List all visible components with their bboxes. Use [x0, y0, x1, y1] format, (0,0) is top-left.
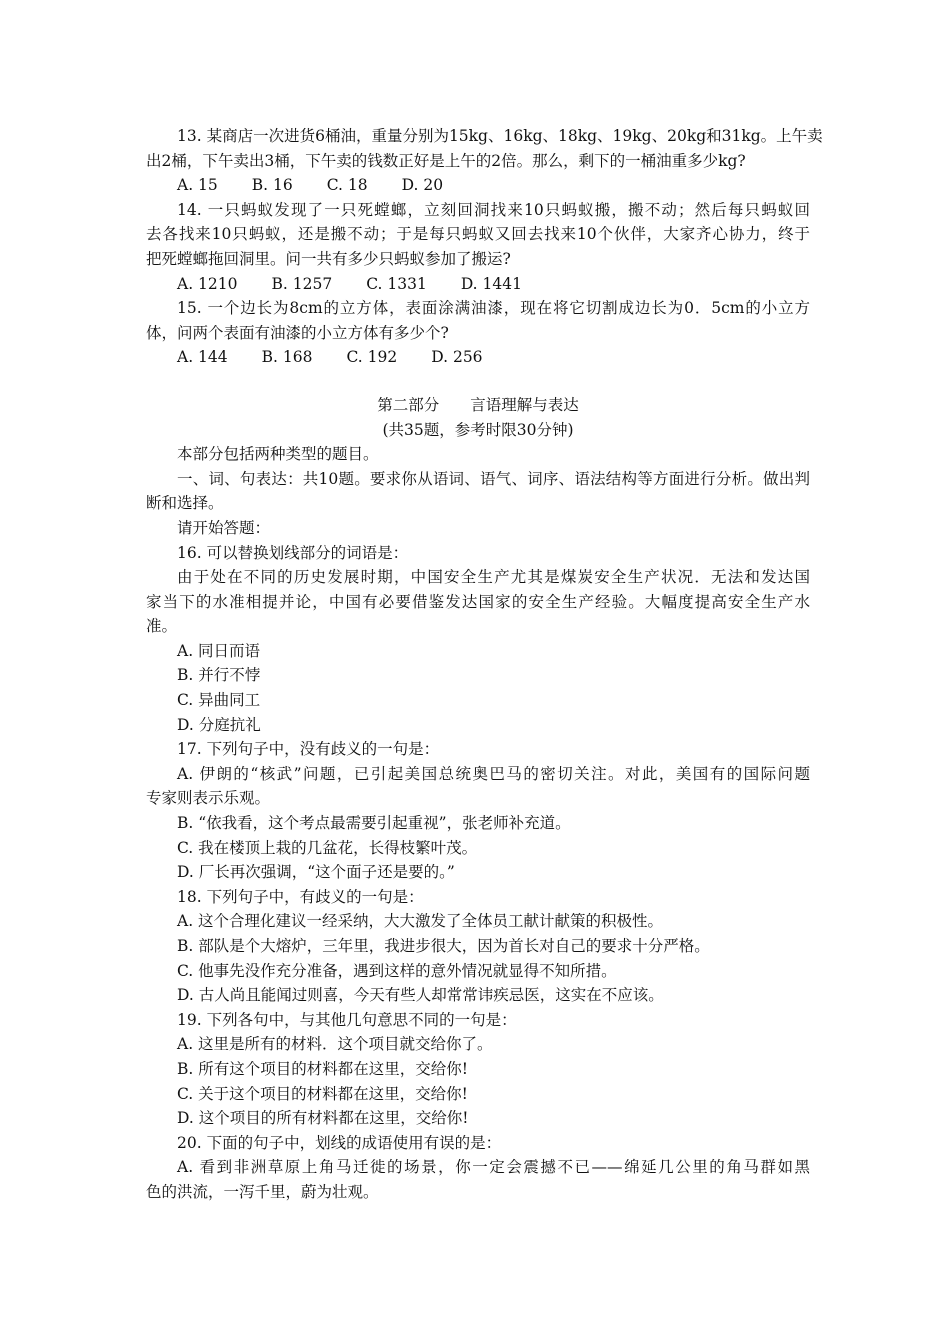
option-a: A. 15 [177, 176, 218, 195]
option-a-continued: 色的洪流，一泻千里，蔚为壮观。 [146, 1182, 379, 1201]
section-title: 第二部分 言语理解与表达 [377, 395, 579, 414]
question-stem: 20. 下面的句子中，划线的成语使用有误的是： [177, 1133, 502, 1152]
option-c: C. 他事先没作充分准备，遇到这样的意外情况就显得不知所措。 [177, 961, 617, 980]
question-text: 14. 一只蚂蚁发现了一只死螳螂，立刻回洞找来10只蚂蚁搬，搬不动；然后每只蚂蚁回 [177, 200, 810, 219]
question-15 [146, 296, 810, 370]
option-a: A. 144 [177, 348, 228, 367]
question-14 [146, 198, 810, 296]
section-intro: 本部分包括两种类型的题目。 [177, 445, 379, 464]
option-d: D. 20 [401, 176, 444, 195]
answer-options [146, 272, 810, 297]
answer-options [146, 345, 810, 370]
question-13 [146, 124, 823, 198]
question-passage: 由于处在不同的历史发展时期，中国安全生产尤其是煤炭安全生产状况．无法和发达国 [177, 568, 810, 587]
question-stem: 17. 下列句子中，没有歧义的一句是： [177, 740, 440, 759]
question-19 [146, 1008, 810, 1131]
option-c: C. 我在楼顶上栽的几盆花，长得枝繁叶茂。 [177, 838, 478, 857]
option-a: A. 看到非洲草原上角马迁徙的场景，你一定会震撼不已——绵延几公里的角马群如黑 [177, 1158, 810, 1177]
option-b: B. 所有这个项目的材料都在这里，交给你! [177, 1059, 468, 1078]
part-description: 断和选择。 [146, 494, 224, 513]
part-description: 一、词、句表达：共10题。要求你从语词、语气、词序、语法结构等方面进行分析。做出判 [177, 469, 810, 488]
question-passage: 家当下的水准相提并论，中国有必要借鉴发达国家的安全生产经验。大幅度提高安全生产水 [146, 592, 810, 611]
question-stem: 16. 可以替换划线部分的词语是： [177, 543, 409, 562]
option-d: D. 分庭抗礼 [177, 715, 261, 734]
question-text: 去各找来10只蚂蚁，还是搬不动；于是每只蚂蚁又回去找来10个伙伴，大家齐心协力，终于 [146, 225, 810, 244]
question-text: 把死螳螂拖回洞里。问一共有多少只蚂蚁参加了搬运? [146, 249, 511, 268]
question-text: 出2桶，下午卖出3桶，下午卖的钱数正好是上午的2倍。那么，剩下的一桶油重多少kg? [146, 151, 746, 170]
question-text: 15. 一个边长为8cm的立方体，表面涂满油漆，现在将它切割成边长为0．5cm的小立方 [177, 299, 810, 318]
option-d: D. 256 [431, 348, 483, 367]
question-20 [146, 1131, 810, 1205]
option-a: A. 这里是所有的材料．这个项目就交给你了。 [177, 1035, 493, 1054]
option-d: D. 古人尚且能闻过则喜，今天有些人却常常讳疾忌医，这实在不应该。 [177, 986, 664, 1005]
option-c: C. 1331 [366, 274, 427, 293]
question-16 [146, 541, 810, 738]
section-spacer [146, 370, 810, 393]
question-17 [146, 737, 810, 885]
option-d: D. 厂长再次强调，“这个面子还是要的。” [177, 863, 455, 882]
option-a: A. 这个合理化建议一经采纳，大大激发了全体员工献计献策的积极性。 [177, 912, 664, 931]
question-text: 体，问两个表面有油漆的小立方体有多少个? [146, 323, 449, 342]
option-d: D. 1441 [460, 274, 522, 293]
option-c: C. 关于这个项目的材料都在这里，交给你! [177, 1084, 468, 1103]
option-a: A. 1210 [177, 274, 238, 293]
question-18 [146, 885, 810, 1008]
question-stem: 18. 下列句子中，有歧义的一句是： [177, 887, 424, 906]
option-b: B. “依我看，这个考点最需要引起重视”，张老师补充道。 [177, 814, 571, 833]
start-instruction: 请开始答题： [177, 518, 271, 537]
option-c: C. 192 [346, 348, 398, 367]
answer-options [146, 173, 810, 198]
option-a: A. 伊朗的“核武”问题，已引起美国总统奥巴马的密切关注。对此，美国有的国际问题 [177, 764, 810, 783]
option-c: C. 18 [326, 176, 368, 195]
option-d: D. 这个项目的所有材料都在这里，交给你! [177, 1109, 469, 1128]
page-content [146, 124, 823, 1205]
option-a: A. 同日而语 [177, 641, 261, 660]
section-header [146, 393, 810, 541]
question-stem: 19. 下列各句中，与其他几句意思不同的一句是： [177, 1010, 517, 1029]
option-c: C. 异曲同工 [177, 691, 261, 710]
option-b: B. 部队是个大熔炉，三年里，我进步很大，因为首长对自己的要求十分严格。 [177, 937, 710, 955]
option-b: B. 1257 [271, 274, 333, 293]
option-b: B. 16 [251, 176, 293, 195]
option-b: B. 并行不悖 [177, 666, 261, 685]
section-subtitle: (共35题，参考时限30分钟) [382, 420, 574, 439]
option-b: B. 168 [261, 348, 313, 367]
option-a-continued: 专家则表示乐观。 [146, 789, 271, 808]
question-passage: 准。 [146, 617, 178, 636]
question-text: 13. 某商店一次进货6桶油，重量分别为15kg、16kg、18kg、19kg、20kg和31kg。上午卖 [177, 127, 823, 145]
